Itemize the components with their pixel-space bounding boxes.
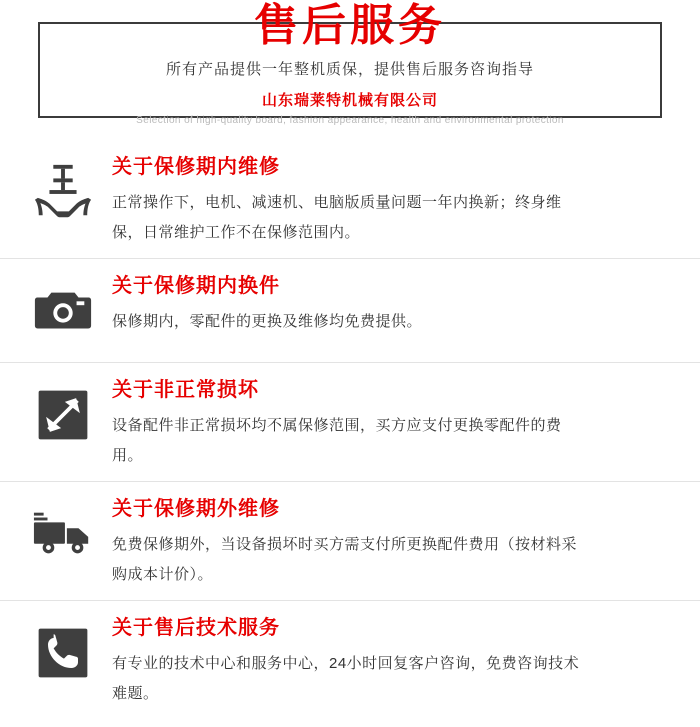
list-item [0, 259, 700, 363]
list-item-title: 关于保修期内维修 [112, 156, 280, 178]
service-item-list [0, 140, 700, 719]
hands-holding-quality-icon [20, 150, 106, 228]
list-item [0, 363, 700, 482]
list-item-title: 关于售后技术服务 [112, 617, 280, 639]
resize-arrow-icon [20, 373, 106, 451]
truck-icon [20, 492, 106, 570]
company-name: 山东瑞莱特机械有限公司 [261, 92, 438, 109]
list-item-title: 关于非正常损坏 [112, 379, 259, 401]
list-item-title: 关于保修期内换件 [112, 275, 280, 297]
camera-icon [20, 269, 106, 347]
list-item-body [106, 611, 670, 709]
header-english-tagline: Selection of high-quality board, fashion appearance, health and environmental protection [136, 115, 564, 126]
list-item-text: 免费保修期外，当设备损坏时买方需支付所更换配件费用（按材料采购成本计价）。 [112, 536, 578, 583]
list-item-body [106, 150, 670, 248]
list-item-text: 保修期内，零配件的更换及维修均免费提供。 [112, 313, 423, 330]
list-item-text: 有专业的技术中心和服务中心，24小时回复客户咨询，免费咨询技术难题。 [112, 655, 580, 702]
page-title: 售后服务 [254, 0, 446, 51]
header-subtitle: 所有产品提供一年整机质保，提供售后服务咨询指导 [165, 61, 534, 78]
list-item-body [106, 269, 670, 337]
list-item [0, 482, 700, 601]
telephone-icon [20, 611, 106, 689]
list-item-body [106, 373, 670, 471]
list-item-title: 关于保修期外维修 [112, 498, 280, 520]
page-header [0, 0, 700, 140]
list-item [0, 601, 700, 719]
list-item-body [106, 492, 670, 590]
list-item-text: 设备配件非正常损坏均不属保修范围，买方应支付更换零配件的费用。 [112, 417, 562, 464]
list-item [0, 140, 700, 259]
list-item-text: 正常操作下，电机、减速机、电脑版质量问题一年内换新；终身维保，日常维护工作不在保修范围内。 [112, 194, 562, 241]
